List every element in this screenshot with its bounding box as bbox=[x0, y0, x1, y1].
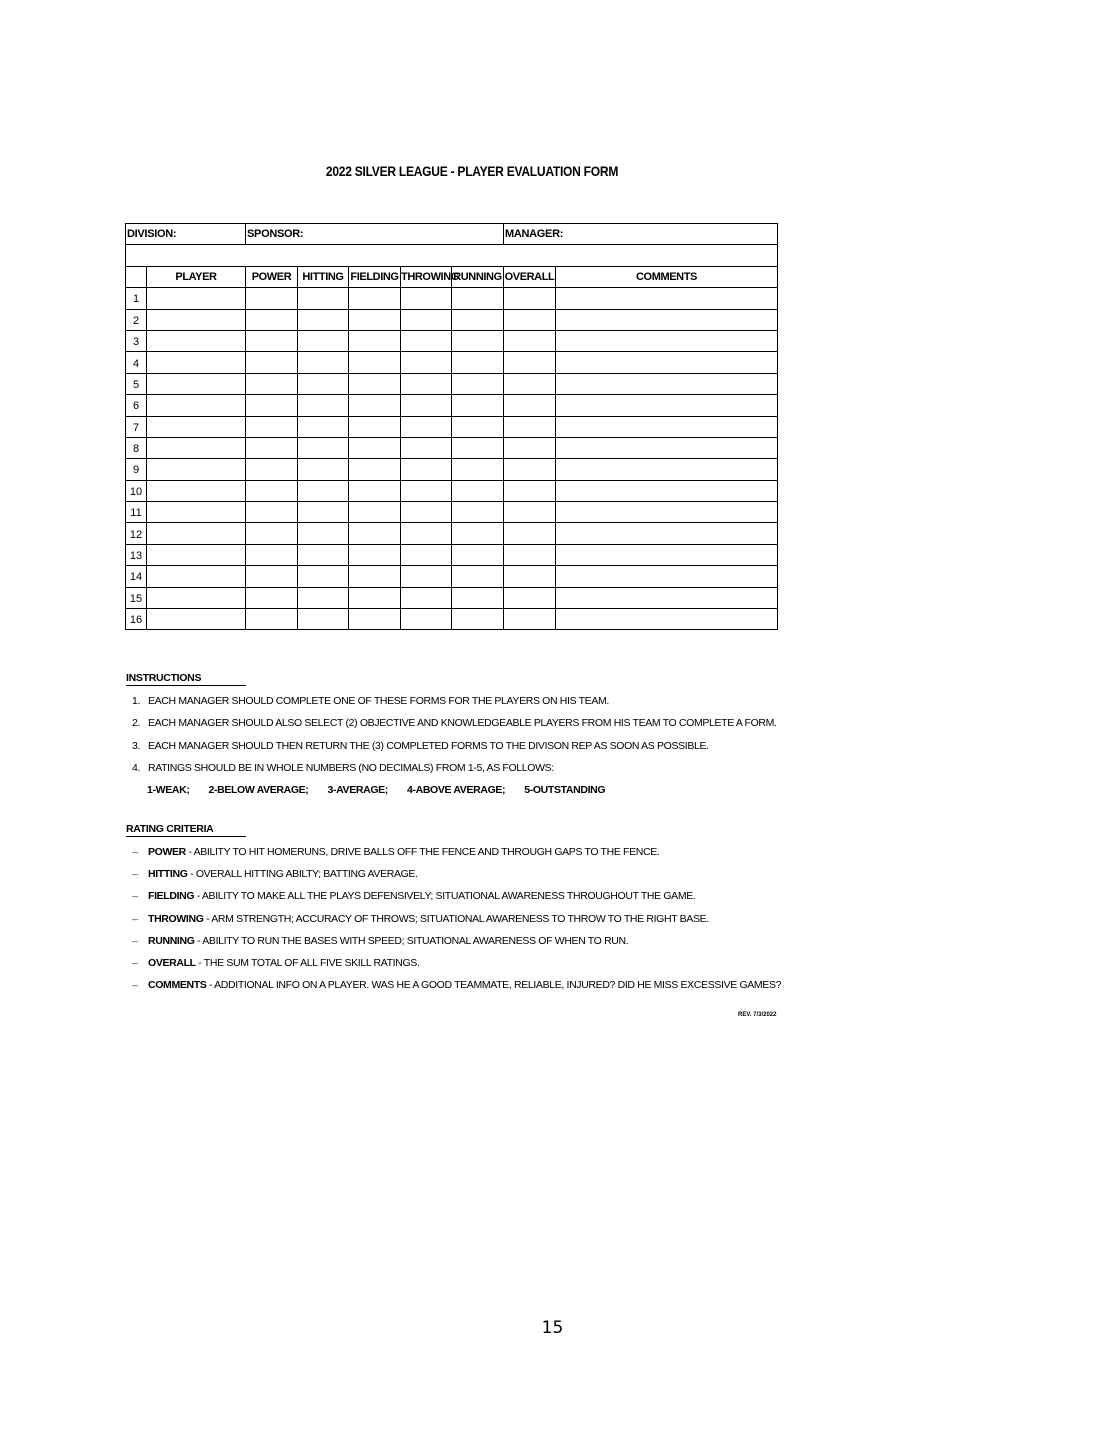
manager-label: MANAGER: bbox=[504, 224, 778, 245]
cell-running[interactable] bbox=[452, 395, 504, 416]
cell-running[interactable] bbox=[452, 373, 504, 394]
cell-overall[interactable] bbox=[504, 609, 556, 630]
revision-note: REV. 7/3/2022 bbox=[738, 1012, 777, 1018]
table-row bbox=[126, 309, 778, 330]
criteria-item bbox=[132, 890, 695, 902]
cell-fielding[interactable] bbox=[349, 502, 401, 523]
cell-fielding[interactable] bbox=[349, 330, 401, 351]
cell-running[interactable] bbox=[452, 544, 504, 565]
cell-running[interactable] bbox=[452, 587, 504, 608]
cell-throwing[interactable] bbox=[401, 502, 452, 523]
cell-overall[interactable] bbox=[504, 330, 556, 351]
criteria-marker: --- bbox=[132, 894, 138, 902]
row-number: 3 bbox=[126, 330, 147, 351]
criteria-marker: --- bbox=[132, 872, 138, 880]
criteria-marker: --- bbox=[132, 850, 138, 857]
cell-player[interactable] bbox=[147, 609, 246, 630]
cell-throwing[interactable] bbox=[401, 480, 452, 501]
criteria-text: - OVERALL HITTING ABILTY; BATTING AVERAGE. bbox=[187, 868, 418, 881]
cell-power[interactable] bbox=[246, 416, 298, 437]
page-number: 15 bbox=[541, 1318, 564, 1338]
column-header-row bbox=[126, 266, 778, 287]
cell-player[interactable] bbox=[147, 330, 246, 351]
column-header-power: POWER bbox=[246, 266, 298, 287]
criteria-heading: RATING CRITERIA bbox=[126, 823, 246, 837]
cell-fielding[interactable] bbox=[349, 523, 401, 544]
row-number-header bbox=[126, 266, 147, 287]
cell-overall[interactable] bbox=[504, 416, 556, 437]
evaluation-table bbox=[125, 223, 778, 630]
criteria-marker: --- bbox=[132, 916, 138, 924]
criteria-term: THROWING bbox=[148, 912, 204, 925]
cell-throwing[interactable] bbox=[401, 566, 452, 587]
cell-hitting[interactable] bbox=[298, 309, 349, 330]
cell-running[interactable] bbox=[452, 352, 504, 373]
cell-fielding[interactable] bbox=[349, 459, 401, 480]
cell-running[interactable] bbox=[452, 480, 504, 501]
cell-power[interactable] bbox=[246, 395, 298, 416]
cell-running[interactable] bbox=[452, 566, 504, 587]
cell-player[interactable] bbox=[147, 459, 246, 480]
spacer-row bbox=[126, 245, 778, 266]
criteria-text: - ADDITIONAL INFO ON A PLAYER. WAS HE A GOOD TEAMMATE, RELIABLE, INJURED? DID HE MISS EXCESSIVE GAMES? bbox=[206, 979, 782, 992]
cell-throwing[interactable] bbox=[401, 544, 452, 565]
cell-fielding[interactable] bbox=[349, 544, 401, 565]
cell-hitting[interactable] bbox=[298, 502, 349, 523]
cell-throwing[interactable] bbox=[401, 352, 452, 373]
row-number: 4 bbox=[126, 352, 147, 373]
cell-power[interactable] bbox=[246, 502, 298, 523]
cell-overall[interactable] bbox=[504, 480, 556, 501]
cell-player[interactable] bbox=[147, 309, 246, 330]
row-number: 9 bbox=[126, 459, 147, 480]
page-title: 2022 SILVER LEAGUE - PLAYER EVALUATION FORM bbox=[325, 163, 619, 179]
cell-comments[interactable] bbox=[556, 609, 778, 630]
instruction-number: 3. bbox=[132, 739, 141, 752]
cell-throwing[interactable] bbox=[401, 416, 452, 437]
cell-hitting[interactable] bbox=[298, 523, 349, 544]
cell-hitting[interactable] bbox=[298, 609, 349, 630]
row-number: 8 bbox=[126, 437, 147, 458]
column-header-overall: OVERALL bbox=[504, 266, 556, 287]
rating-scale-item: 3-AVERAGE; bbox=[327, 784, 388, 796]
row-number: 12 bbox=[126, 523, 147, 544]
cell-power[interactable] bbox=[246, 523, 298, 544]
column-header-throwing: THROWING bbox=[401, 266, 452, 287]
cell-power[interactable] bbox=[246, 352, 298, 373]
criteria-term: COMMENTS bbox=[148, 979, 207, 992]
cell-comments[interactable] bbox=[556, 330, 778, 351]
cell-overall[interactable] bbox=[504, 288, 556, 309]
sponsor-label: SPONSOR: bbox=[246, 224, 504, 245]
cell-comments[interactable] bbox=[556, 309, 778, 330]
column-header-fielding: FIELDING bbox=[349, 266, 401, 287]
cell-throwing[interactable] bbox=[401, 609, 452, 630]
cell-running[interactable] bbox=[452, 309, 504, 330]
cell-comments[interactable] bbox=[556, 544, 778, 565]
rating-scale-item: 2-BELOW AVERAGE; bbox=[208, 784, 309, 796]
cell-overall[interactable] bbox=[504, 587, 556, 608]
cell-throwing[interactable] bbox=[401, 395, 452, 416]
instruction-number: 2. bbox=[132, 717, 141, 730]
table-row bbox=[126, 502, 778, 523]
row-number: 1 bbox=[126, 288, 147, 309]
division-label: DIVISION: bbox=[126, 224, 246, 245]
cell-comments[interactable] bbox=[556, 437, 778, 458]
criteria-item bbox=[132, 846, 659, 858]
row-number: 10 bbox=[126, 480, 147, 501]
rating-scale-item: 5-OUTSTANDING bbox=[524, 784, 606, 796]
table-row bbox=[126, 459, 778, 480]
cell-throwing[interactable] bbox=[401, 288, 452, 309]
cell-fielding[interactable] bbox=[349, 480, 401, 501]
row-number: 7 bbox=[126, 416, 147, 437]
instruction-item bbox=[132, 695, 609, 707]
cell-fielding[interactable] bbox=[349, 309, 401, 330]
instruction-number: 1. bbox=[132, 695, 141, 707]
row-number: 2 bbox=[126, 309, 147, 330]
cell-fielding[interactable] bbox=[349, 395, 401, 416]
cell-fielding[interactable] bbox=[349, 566, 401, 587]
cell-throwing[interactable] bbox=[401, 309, 452, 330]
cell-fielding[interactable] bbox=[349, 352, 401, 373]
cell-fielding[interactable] bbox=[349, 587, 401, 608]
table-row bbox=[126, 609, 778, 630]
criteria-term: RUNNING bbox=[148, 934, 195, 947]
criteria-marker: --- bbox=[132, 938, 138, 946]
row-number: 6 bbox=[126, 395, 147, 416]
cell-overall[interactable] bbox=[504, 544, 556, 565]
cell-player[interactable] bbox=[147, 395, 246, 416]
table-row bbox=[126, 288, 778, 309]
cell-comments[interactable] bbox=[556, 352, 778, 373]
row-number: 15 bbox=[126, 587, 147, 608]
cell-overall[interactable] bbox=[504, 459, 556, 480]
cell-throwing[interactable] bbox=[401, 459, 452, 480]
cell-power[interactable] bbox=[246, 566, 298, 587]
player-rows bbox=[126, 288, 778, 630]
table-row bbox=[126, 544, 778, 565]
cell-fielding[interactable] bbox=[349, 609, 401, 630]
criteria-item bbox=[132, 913, 709, 925]
rating-scale-item: 1-WEAK; bbox=[147, 784, 190, 796]
criteria-item bbox=[132, 979, 781, 991]
cell-fielding[interactable] bbox=[349, 437, 401, 458]
cell-overall[interactable] bbox=[504, 352, 556, 373]
cell-comments[interactable] bbox=[556, 416, 778, 437]
cell-overall[interactable] bbox=[504, 373, 556, 394]
cell-overall[interactable] bbox=[504, 437, 556, 458]
cell-running[interactable] bbox=[452, 416, 504, 437]
cell-comments[interactable] bbox=[556, 587, 778, 608]
cell-throwing[interactable] bbox=[401, 330, 452, 351]
row-number: 11 bbox=[126, 502, 147, 523]
column-header-running: RUNNING bbox=[452, 266, 504, 287]
criteria-text: - ARM STRENGTH; ACCURACY OF THROWS; SITUATIONAL AWARENESS TO THROW TO THE RIGHT BASE. bbox=[203, 912, 709, 925]
cell-throwing[interactable] bbox=[401, 523, 452, 544]
cell-player[interactable] bbox=[147, 566, 246, 587]
criteria-term: HITTING bbox=[148, 868, 188, 881]
cell-hitting[interactable] bbox=[298, 288, 349, 309]
table-row bbox=[126, 352, 778, 373]
cell-fielding[interactable] bbox=[349, 416, 401, 437]
header-fields-row bbox=[126, 224, 778, 245]
cell-comments[interactable] bbox=[556, 502, 778, 523]
criteria-text: - THE SUM TOTAL OF ALL FIVE SKILL RATINGS. bbox=[195, 957, 420, 969]
table-row bbox=[126, 587, 778, 608]
cell-player[interactable] bbox=[147, 437, 246, 458]
cell-player[interactable] bbox=[147, 523, 246, 544]
column-header-player: PLAYER bbox=[147, 266, 246, 287]
cell-power[interactable] bbox=[246, 544, 298, 565]
table-row bbox=[126, 373, 778, 394]
cell-power[interactable] bbox=[246, 459, 298, 480]
cell-player[interactable] bbox=[147, 288, 246, 309]
cell-overall[interactable] bbox=[504, 566, 556, 587]
instructions-heading: INSTRUCTIONS bbox=[126, 672, 246, 686]
criteria-item bbox=[132, 935, 628, 947]
criteria-item bbox=[132, 957, 420, 969]
cell-power[interactable] bbox=[246, 480, 298, 501]
cell-running[interactable] bbox=[452, 459, 504, 480]
table-row bbox=[126, 523, 778, 544]
cell-running[interactable] bbox=[452, 502, 504, 523]
cell-power[interactable] bbox=[246, 330, 298, 351]
criteria-term: OVERALL bbox=[148, 957, 196, 969]
table-row bbox=[126, 566, 778, 587]
cell-hitting[interactable] bbox=[298, 330, 349, 351]
table-row bbox=[126, 416, 778, 437]
table-row bbox=[126, 437, 778, 458]
criteria-text: - ABILITY TO MAKE ALL THE PLAYS DEFENSIVELY; SITUATIONAL AWARENESS THROUGHOUT THE GAME. bbox=[194, 890, 696, 903]
instruction-text: RATINGS SHOULD BE IN WHOLE NUMBERS (NO DECIMALS) FROM 1-5, AS FOLLOWS: bbox=[148, 761, 554, 774]
cell-comments[interactable] bbox=[556, 288, 778, 309]
row-number: 14 bbox=[126, 566, 147, 587]
cell-hitting[interactable] bbox=[298, 480, 349, 501]
instruction-text: EACH MANAGER SHOULD COMPLETE ONE OF THESE FORMS FOR THE PLAYERS ON HIS TEAM. bbox=[148, 695, 609, 707]
cell-running[interactable] bbox=[452, 288, 504, 309]
cell-throwing[interactable] bbox=[401, 373, 452, 394]
spacer-cell bbox=[126, 245, 778, 266]
cell-overall[interactable] bbox=[504, 309, 556, 330]
cell-power[interactable] bbox=[246, 587, 298, 608]
cell-throwing[interactable] bbox=[401, 587, 452, 608]
cell-hitting[interactable] bbox=[298, 544, 349, 565]
criteria-text: - ABILITY TO HIT HOMERUNS, DRIVE BALLS OFF THE FENCE AND THROUGH GAPS TO THE FENCE. bbox=[185, 846, 660, 858]
cell-power[interactable] bbox=[246, 288, 298, 309]
cell-running[interactable] bbox=[452, 330, 504, 351]
column-header-hitting: HITTING bbox=[298, 266, 349, 287]
cell-hitting[interactable] bbox=[298, 437, 349, 458]
cell-comments[interactable] bbox=[556, 373, 778, 394]
cell-running[interactable] bbox=[452, 523, 504, 544]
cell-comments[interactable] bbox=[556, 459, 778, 480]
cell-hitting[interactable] bbox=[298, 352, 349, 373]
cell-comments[interactable] bbox=[556, 480, 778, 501]
instruction-item bbox=[132, 717, 777, 729]
cell-throwing[interactable] bbox=[401, 437, 452, 458]
cell-player[interactable] bbox=[147, 544, 246, 565]
row-number: 5 bbox=[126, 373, 147, 394]
table-row bbox=[126, 395, 778, 416]
row-number: 16 bbox=[126, 609, 147, 630]
table-row bbox=[126, 480, 778, 501]
cell-overall[interactable] bbox=[504, 523, 556, 544]
cell-hitting[interactable] bbox=[298, 395, 349, 416]
instruction-text: EACH MANAGER SHOULD ALSO SELECT (2) OBJECTIVE AND KNOWLEDGEABLE PLAYERS FROM HIS TEAM TO COMPLETE A FORM. bbox=[148, 717, 777, 730]
cell-player[interactable] bbox=[147, 480, 246, 501]
cell-comments[interactable] bbox=[556, 523, 778, 544]
table-row bbox=[126, 330, 778, 351]
cell-hitting[interactable] bbox=[298, 459, 349, 480]
instruction-item bbox=[132, 762, 554, 774]
cell-hitting[interactable] bbox=[298, 416, 349, 437]
criteria-text: - ABILITY TO RUN THE BASES WITH SPEED; SITUATIONAL AWARENESS OF WHEN TO RUN. bbox=[194, 934, 629, 947]
cell-fielding[interactable] bbox=[349, 288, 401, 309]
cell-player[interactable] bbox=[147, 502, 246, 523]
cell-player[interactable] bbox=[147, 587, 246, 608]
cell-hitting[interactable] bbox=[298, 587, 349, 608]
instruction-text: EACH MANAGER SHOULD THEN RETURN THE (3) COMPLETED FORMS TO THE DIVISON REP AS SOON AS POSSIBLE. bbox=[148, 739, 709, 752]
cell-power[interactable] bbox=[246, 437, 298, 458]
rating-scale-item: 4-ABOVE AVERAGE; bbox=[406, 784, 506, 796]
cell-power[interactable] bbox=[246, 373, 298, 394]
cell-player[interactable] bbox=[147, 352, 246, 373]
cell-hitting[interactable] bbox=[298, 566, 349, 587]
cell-running[interactable] bbox=[452, 609, 504, 630]
column-header-comments: COMMENTS bbox=[556, 266, 778, 287]
cell-comments[interactable] bbox=[556, 395, 778, 416]
instruction-number: 4. bbox=[132, 761, 141, 774]
cell-running[interactable] bbox=[452, 437, 504, 458]
cell-player[interactable] bbox=[147, 416, 246, 437]
criteria-marker: --- bbox=[132, 983, 138, 991]
criteria-item bbox=[132, 868, 418, 880]
criteria-marker: --- bbox=[132, 961, 138, 968]
instruction-item bbox=[132, 740, 709, 752]
cell-power[interactable] bbox=[246, 609, 298, 630]
row-number: 13 bbox=[126, 544, 147, 565]
cell-overall[interactable] bbox=[504, 502, 556, 523]
rating-scale bbox=[147, 784, 624, 796]
cell-player[interactable] bbox=[147, 373, 246, 394]
criteria-term: POWER bbox=[148, 846, 186, 858]
cell-power[interactable] bbox=[246, 309, 298, 330]
cell-comments[interactable] bbox=[556, 566, 778, 587]
criteria-term: FIELDING bbox=[148, 890, 195, 903]
cell-overall[interactable] bbox=[504, 395, 556, 416]
cell-hitting[interactable] bbox=[298, 373, 349, 394]
cell-fielding[interactable] bbox=[349, 373, 401, 394]
